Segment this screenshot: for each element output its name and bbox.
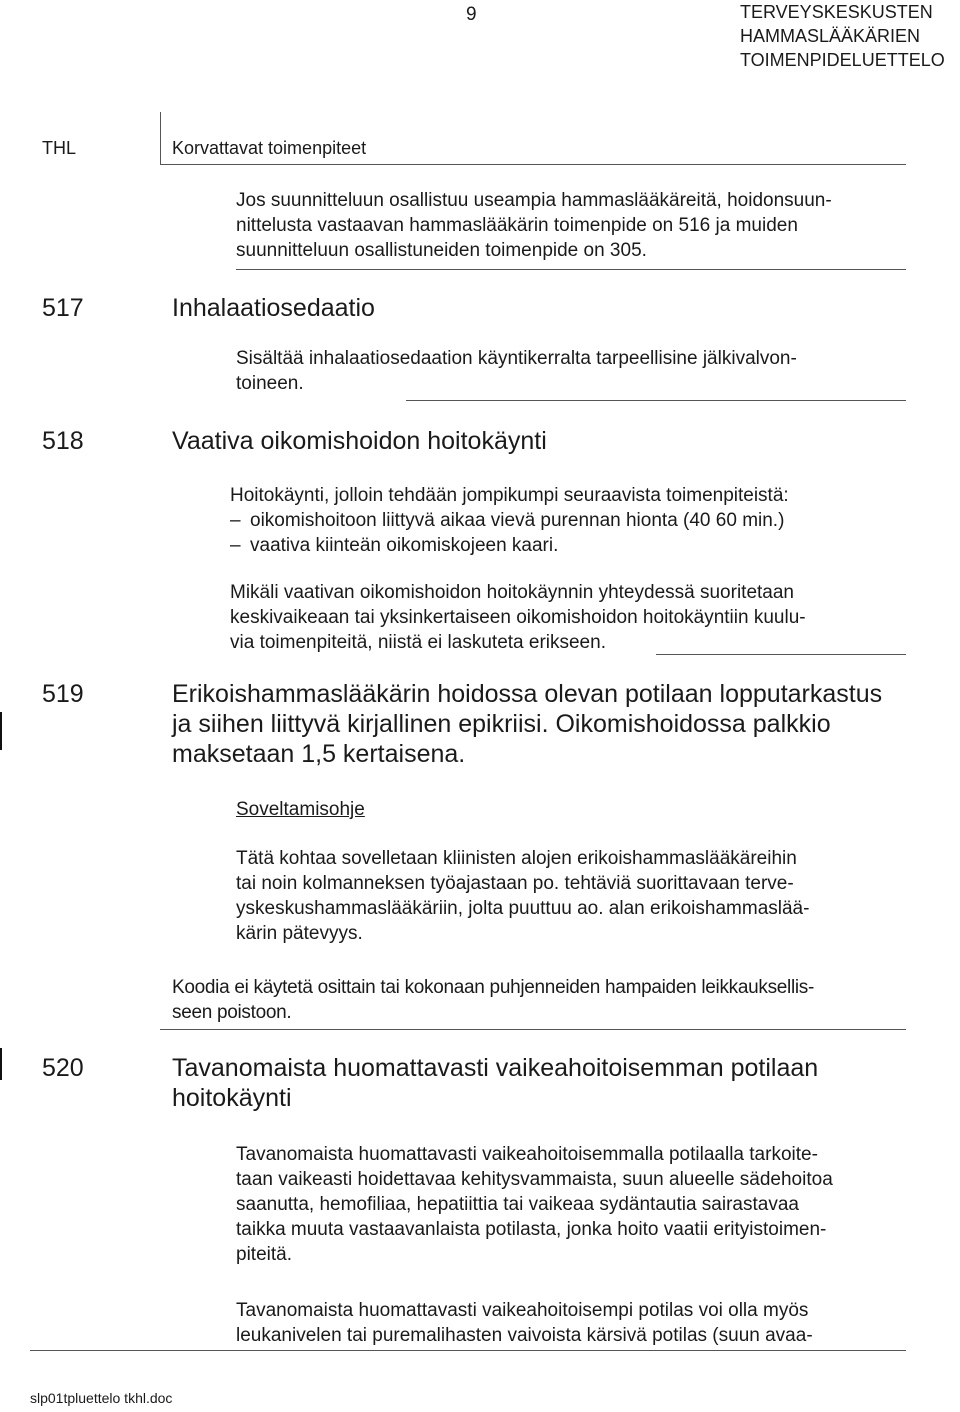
- code-519: 519: [42, 680, 84, 708]
- text-line: Jos suunnitteluun osallistuu useampia hammaslääkäreitä, hoidonsuun-: [236, 190, 832, 211]
- text-line: seen poistoon.: [172, 1002, 292, 1023]
- text-line: Tätä kohtaa sovelletaan kliinisten alojen erikoishammaslääkäreihin: [236, 848, 797, 869]
- code-517: 517: [42, 294, 84, 322]
- list-item: [230, 508, 789, 533]
- text-line: piteitä.: [236, 1244, 292, 1265]
- title-line: hoitokäynti: [172, 1084, 292, 1112]
- text-line: kärin pätevyys.: [236, 923, 363, 944]
- title-line: HAMMASLÄÄKÄRIEN: [740, 26, 921, 46]
- title-line: TERVEYSKESKUSTEN: [740, 2, 933, 22]
- title-line: ja siihen liittyvä kirjallinen epikriisi. Oikomishoidossa palkkio: [172, 710, 831, 738]
- note-paragraph: [172, 975, 814, 1025]
- entry-paragraph-520b: [236, 1298, 813, 1348]
- code-520: 520: [42, 1054, 84, 1082]
- list-item-text: vaativa kiinteän oikomiskojeen kaari.: [250, 535, 559, 556]
- text-line: Hoitokäynti, jolloin tehdään jompikumpi seuraavista toimenpiteistä:: [230, 485, 789, 506]
- text-line: Sisältää inhalaatiosedaation käyntikerralta tarpeellisine jälkivalvon-: [236, 348, 797, 369]
- footer-rule: [30, 1350, 906, 1351]
- page-number: 9: [466, 4, 477, 25]
- text-line: tai noin kolmanneksen työajastaan po. tehtäviä suorittavaan terve-: [236, 873, 794, 894]
- entry-description-517: [236, 346, 797, 396]
- title-line: Tavanomaista huomattavasti vaikeahoitoisemman potilaan: [172, 1054, 819, 1082]
- title-line: TOIMENPIDELUETTELO: [740, 50, 945, 70]
- divider: [236, 269, 906, 270]
- code-518: 518: [42, 427, 84, 455]
- entry-paragraph-520a: [236, 1142, 833, 1267]
- text-line: suunnitteluun osallistuneiden toimenpide on 305.: [236, 240, 647, 261]
- change-bar: [0, 712, 2, 750]
- intro-paragraph: [236, 188, 832, 263]
- guide-paragraph: [236, 846, 809, 946]
- dash-bullet: –: [230, 510, 241, 531]
- text-line: Tavanomaista huomattavasti vaikeahoitoisempi potilas voi olla myös: [236, 1300, 809, 1321]
- change-bar: [0, 1048, 2, 1080]
- guide-heading: Soveltamisohje: [236, 799, 365, 820]
- entry-title-520: [172, 1053, 818, 1113]
- text-line: yskeskushammaslääkäriin, jolta puuttuu ao. alan erikoishammaslää-: [236, 898, 810, 919]
- divider: [656, 654, 906, 655]
- list-item-text: oikomishoitoon liittyvä aikaa vievä purennan hionta (40 60 min.): [250, 510, 785, 531]
- entry-paragraph-518: [230, 580, 806, 655]
- org-label: THL: [42, 138, 77, 158]
- title-line: Erikoishammaslääkärin hoidossa olevan potilaan lopputarkastus: [172, 680, 883, 708]
- text-line: leukanivelen tai puremalihasten vaivoista kärsivä potilas (suun avaa-: [236, 1325, 813, 1346]
- divider: [406, 400, 906, 401]
- text-line: saanutta, hemofiliaa, hepatiittia tai vaikeaa sydäntautia sairastavaa: [236, 1194, 799, 1215]
- title-line: maksetaan 1,5 kertaisena.: [172, 740, 466, 768]
- section-label: Korvattavat toimenpiteet: [172, 138, 367, 158]
- list-item: [230, 533, 789, 558]
- text-line: Koodia ei käytetä osittain tai kokonaan puhjenneiden hampaiden leikkauksellis-: [172, 977, 815, 998]
- divider: [160, 1029, 906, 1030]
- entry-title-519: [172, 679, 882, 769]
- footer-filename: slp01tpluettelo tkhl.doc: [30, 1390, 173, 1406]
- entry-description-518: [230, 483, 789, 558]
- text-line: taikka muuta vastaavanlaista potilasta, jonka hoito vaatii erityistoimen-: [236, 1219, 827, 1240]
- text-line: Tavanomaista huomattavasti vaikeahoitoisemmalla potilaalla tarkoite-: [236, 1144, 818, 1165]
- text-line: taan vaikeasti hoidettavaa kehitysvammaista, suun alueelle sädehoitoa: [236, 1169, 833, 1190]
- dash-bullet: –: [230, 535, 241, 556]
- text-line: nittelusta vastaavan hammaslääkärin toimenpide on 516 ja muiden: [236, 215, 798, 236]
- header-rule: [160, 164, 906, 165]
- column-divider: [160, 112, 161, 165]
- document-title: [740, 0, 945, 72]
- entry-title-518: Vaativa oikomishoidon hoitokäynti: [172, 427, 547, 455]
- text-line: toineen.: [236, 373, 304, 394]
- text-line: keskivaikeaan tai yksinkertaiseen oikomishoidon hoitokäyntiin kuulu-: [230, 607, 806, 628]
- entry-title-517: Inhalaatiosedaatio: [172, 294, 375, 322]
- text-line: Mikäli vaativan oikomishoidon hoitokäynnin yhteydessä suoritetaan: [230, 582, 794, 603]
- text-line: via toimenpiteitä, niistä ei laskuteta erikseen.: [230, 632, 606, 653]
